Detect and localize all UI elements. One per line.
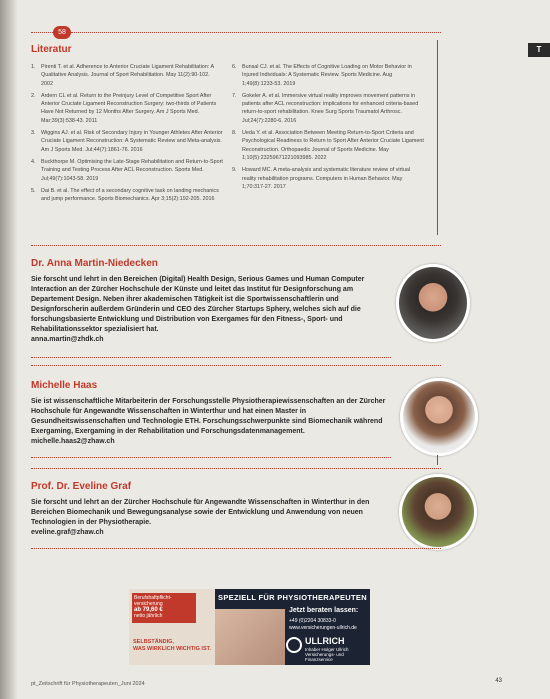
ad-price-box: Berufshaftpflicht- versicherung ab 79,60 € netto jährlich <box>132 593 196 623</box>
reference-item: 8. Ueda Y. et al. Association Between Meeting Return-to-Sport Criteria and Psychological Readiness to Return to Sport After Anterior Cruciate Ligament Reconstruction. Orthopaedic Journal of Sports Medicine. May 1;10(5):23259671221093985. 2022 <box>232 130 424 161</box>
top-divider-left <box>31 32 53 33</box>
ad-stamp-text: SELBSTÄNDIG, WAS WIRKLICH WICHTIG IST. <box>133 639 211 652</box>
ad-logo-subtitle: Inhaber Holger Ullrich Versicherungs- und Finanzservice <box>305 647 349 662</box>
reference-item: 7. Gokeler A. et al. Immersive virtual reality improves movement patterns in patients after ACL reconstruction: implications for enhanced criteria-based return-to-sport rehabilitation. Knee Surg Sports Traumatol Arthrosc. Jul;24(7):2280-6. 2016 <box>232 92 419 124</box>
reference-item: 5. Dai B. et al. The effect of a secondary cognitive task on landing mechanics and jump performance. Sports Biomechanics. Apr 3;15(2):192-205. 2016 <box>31 187 219 203</box>
author-email: eveline.graf@zhaw.ch <box>31 529 104 536</box>
reference-item: 2. Ardern CL et al. Return to the Preinjury Level of Competitive Sport After Anterior Cruciate Ligament Reconstruction Surgery: two-thirds of Patients Have Not Returned by 12 Months After Surgery. Am J Sports Med. Mar;39(3):538-43. 2011 <box>31 92 217 124</box>
divider <box>31 548 441 549</box>
references-column-1 <box>31 63 223 207</box>
vertical-accent-line <box>437 40 438 235</box>
reference-item: 1. Pirenti T. et al. Adherence to Anterior Cruciate Ligament Rehabilitation: A Qualitative Analysis. Journal of Sport Rehabilitation. May 11(2):90-102. 2002 <box>31 64 214 87</box>
references-column-2 <box>232 63 424 195</box>
divider <box>31 468 441 469</box>
page-binding-shadow <box>0 0 18 699</box>
author-name: Dr. Anna Martin-Niedecken <box>31 258 158 269</box>
ad-cta: Jetzt beraten lassen: <box>289 607 359 614</box>
vertical-accent-line <box>437 455 438 465</box>
author-bio: Sie ist wissenschaftliche Mitarbeiterin der Forschungsstelle Physiotherapiewissenschaften an der Zürcher Hochschule für Angewandte Wissenschaften in Winterthur und hat einen Master in Gesundheitswissenschaften und Technologie ETH. Forschungsschwerpunkte sind Biomechanik während Exergaming, Exergaming in der Rehabilitation und Forschungsdatenmanagement. <box>31 398 386 435</box>
author-photo-anna <box>396 264 470 342</box>
reference-item: 6. Bunsal CJ. et al. The Effects of Cognitive Loading on Motor Behavior in Injured Individuals: A Systematic Review. Sports Medicine. Aug 1;49(8):1233-53. 2019 <box>232 64 412 87</box>
author-name: Michelle Haas <box>31 380 98 391</box>
section-tab: T <box>528 43 550 57</box>
author-michelle <box>31 380 391 447</box>
author-bio: Sie forscht und lehrt an der Zürcher Hochschule für Angewandte Wissenschaften in Winterthur in den Bereichen Biomechanik und Bewegungsanalyse sowie der Entwicklung und Anwendung von neuen Technologien in der Physiotherapie. <box>31 499 370 526</box>
ad-phone-number: +49 (0)2204 30833-0 <box>289 618 336 624</box>
author-eveline <box>31 481 391 538</box>
ad-photo <box>215 609 285 665</box>
reference-item: 9. Howard MC. A meta-analysis and systematic literature review of virtual reality rehabilitation programs. Computers in Human Behavior. May 1;70:317-27. 2017 <box>232 167 411 190</box>
author-photo-michelle <box>400 378 478 456</box>
divider <box>31 245 441 246</box>
ad-headline: SPEZIELL FÜR PHYSIOTHERAPEUTEN <box>218 593 367 602</box>
ad-contact <box>289 618 357 632</box>
ad-logo-text: ULLRICH <box>305 636 345 646</box>
top-divider-right <box>71 32 441 33</box>
author-anna <box>31 258 391 345</box>
author-name: Prof. Dr. Eveline Graf <box>31 481 132 492</box>
ad-website: www.versicherungen-ullrich.de <box>289 625 357 631</box>
page-number: 43 <box>495 678 502 684</box>
reference-item: 3. Wiggins AJ. et al. Risk of Secondary Injury in Younger Athletes After Anterior Cruciate Ligament Reconstruction: A Systematic Review and Meta-analysis. Am J Sports Med. Jul;44(7):1861-76. 2016 <box>31 130 223 153</box>
divider <box>31 365 441 366</box>
divider <box>31 357 391 358</box>
literatur-heading: Literatur <box>31 44 72 55</box>
divider <box>31 457 391 458</box>
author-bio: Sie forscht und lehrt in den Bereichen (Digital) Health Design, Serious Games und Human Computer Interaction an der Zürcher Hochschule der Künste und leitet das Institut für Designforschung am Departement Design. Neben ihrer akademischen Tätigkeit ist die Sportwissenschaftlerin und Designforscherin außerdem Gründerin und CEO des Zürcher Startups Sphery, welches sich auf die forschungsbasierte Entwicklung und Distribution von Exergames für den Fitness-, Sport- und Rehabilitationssektor spezialisiert hat. <box>31 276 365 333</box>
page-badge: 58 <box>53 26 71 39</box>
author-email: anna.martin@zhdk.ch <box>31 336 104 343</box>
footer-publication: pt_Zeitschrift für Physiotherapeuten_Juni 2024 <box>31 681 145 687</box>
insurance-advertisement[interactable] <box>129 589 370 665</box>
ullrich-logo-icon <box>286 637 302 653</box>
reference-item: 4. Buckthorpe M. Optimising the Late-Stage Rehabilitation and Return-to-Sport Training and Testing Process After ACL Reconstruction. Sports Med. Jul;49(7):1043-58. 2019 <box>31 158 223 182</box>
author-photo-eveline <box>399 474 477 550</box>
author-email: michelle.haas2@zhaw.ch <box>31 438 115 445</box>
